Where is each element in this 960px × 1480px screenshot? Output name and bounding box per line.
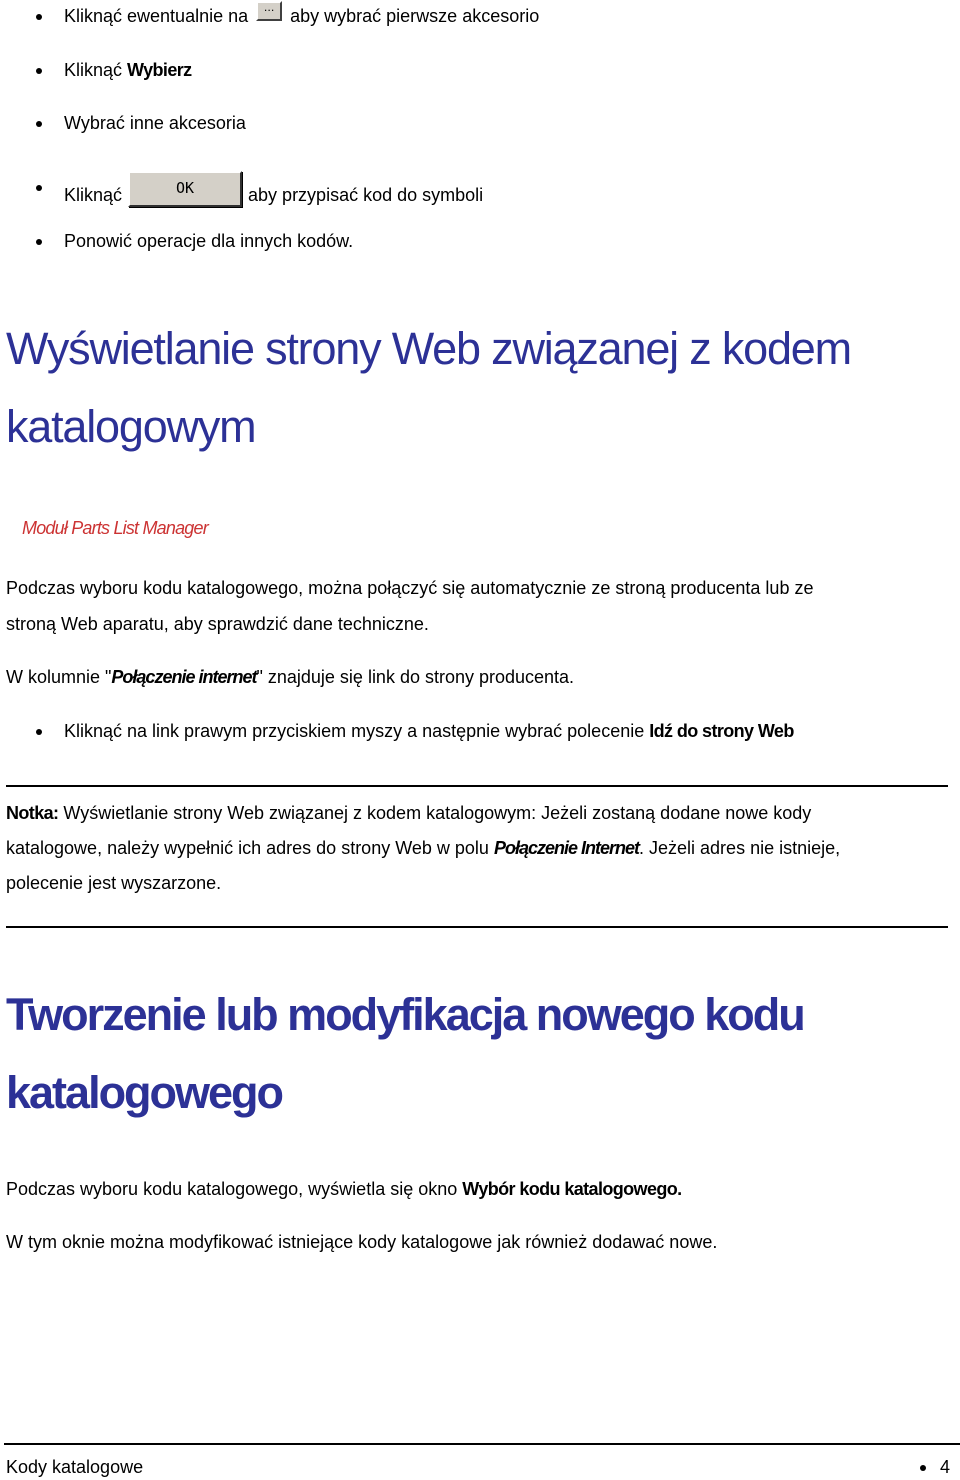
ellipsis-button[interactable]: ...	[256, 1, 282, 21]
note-label: Notka:	[6, 803, 59, 823]
section2-para2: W tym oknie można modyfikować istniejące kody katalogowe jak również dodawać nowe.	[6, 1232, 718, 1252]
section2-title-line1: Tworzenie lub modyfikacja nowego kodu	[6, 989, 804, 1040]
section2-para1: Podczas wyboru kodu katalogowego, wyświetla się okno Wybór kodu katalogowego.	[6, 1179, 682, 1199]
bullet-item-1: Kliknąć ewentualnie na ... aby wybrać pierwsze akcesorio	[64, 0, 540, 26]
bullet-dot	[36, 239, 42, 245]
page-number: 4	[940, 1457, 951, 1477]
note-rule-bottom	[6, 926, 948, 928]
footer-bullet-dot	[920, 1465, 926, 1471]
note-line1: Notka: Wyświetlanie strony Web związanej z kodem katalogowym: Jeżeli zostaną dodane nowe kody	[6, 803, 812, 823]
bullet-item-4: Kliknąć OK aby przypisać kod do symboli	[64, 177, 483, 213]
bullet-dot	[36, 729, 42, 735]
section1-para1-line1: Podczas wyboru kodu katalogowego, można połączyć się automatycznie ze stroną producenta lub ze	[6, 578, 814, 598]
section1-title-line2: katalogowym	[6, 401, 256, 452]
section1-para1-line2: stroną Web aparatu, aby sprawdzić dane techniczne.	[6, 614, 429, 634]
goto-web-command: Idź do strony Web	[649, 721, 794, 741]
bullet-item-3: Wybrać inne akcesoria	[64, 113, 246, 133]
footer-title: Kody katalogowe	[6, 1457, 144, 1477]
note-rule-top	[6, 785, 948, 787]
bullet-dot	[36, 185, 42, 191]
section1-para2: W kolumnie "Połączenie internet" znajduje się link do strony producenta.	[6, 667, 575, 687]
ok-button[interactable]: OK	[128, 171, 242, 207]
section1-title-line1: Wyświetlanie strony Web związanej z kodem	[6, 323, 851, 374]
footer-rule	[4, 1443, 960, 1445]
note-line3: polecenie jest wyszarzone.	[6, 873, 222, 893]
bullet-dot	[36, 68, 42, 74]
section1-bullet: Kliknąć na link prawym przyciskiem myszy a następnie wybrać polecenie Idź do strony Web	[64, 721, 794, 741]
section2-title-line2: katalogowego	[6, 1067, 283, 1118]
bullet-dot	[36, 14, 42, 20]
section1-subtitle: Moduł Parts List Manager	[22, 518, 208, 538]
note-line2: katalogowe, należy wypełnić ich adres do strony Web w polu Połączenie Internet. Jeżeli adres nie istnieje,	[6, 838, 841, 858]
bullet-item-5: Ponowić operacje dla innych kodów.	[64, 231, 354, 251]
bullet-item-2: Kliknąć Wybierz	[64, 60, 192, 80]
bullet-dot	[36, 121, 42, 127]
